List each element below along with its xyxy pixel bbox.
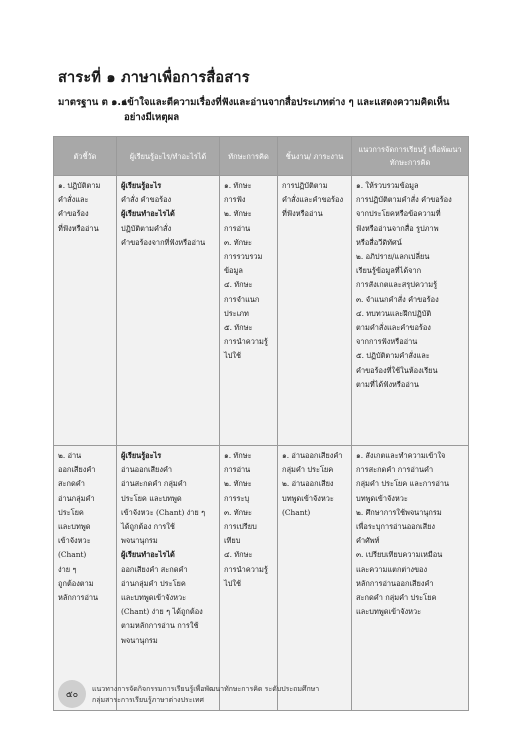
cell-line: สะกดคำ กลุ่มคำ ประโยค bbox=[356, 593, 437, 603]
cell-line: ๓. ทักษะ bbox=[224, 507, 252, 517]
tasks-cell bbox=[278, 176, 352, 446]
cell-line: (Chant) bbox=[282, 507, 311, 517]
approach-cell bbox=[352, 176, 469, 446]
cell-line: จากการฟังหรืออ่าน bbox=[356, 337, 418, 347]
cell-line: คำขอร้อง bbox=[58, 209, 89, 219]
learn-heading: ผู้เรียนรู้อะไร bbox=[121, 451, 162, 460]
cell-line: ๔. ทักษะ bbox=[224, 550, 253, 560]
cell-line: การนำความรู้ bbox=[224, 564, 268, 574]
cell-line: คำสั่งและ bbox=[58, 195, 89, 205]
table-row bbox=[54, 176, 469, 446]
learning-cell bbox=[117, 176, 220, 446]
cell-line: และบทพูด bbox=[58, 522, 91, 532]
approach-cell bbox=[352, 446, 469, 711]
cell-line: ที่ฟังหรืออ่าน bbox=[58, 223, 99, 233]
cell-line: การปฏิบัติตาม bbox=[282, 181, 328, 190]
learn-lines bbox=[121, 463, 215, 548]
cell-line: กลุ่มคำ ประโยค และการอ่าน bbox=[356, 479, 450, 489]
learn-heading: ผู้เรียนรู้อะไร bbox=[121, 181, 162, 190]
cell-line: ฟังหรืออ่านจากสื่อ รูปภาพ bbox=[356, 223, 439, 233]
cell-line: ได้ถูกต้อง การใช้ bbox=[121, 522, 175, 532]
cell-line: ๑. ปฏิบัติตาม bbox=[58, 181, 101, 190]
cell-line: ๑. สังเกตและทำความเข้าใจ bbox=[356, 451, 446, 460]
cell-line: ไปใช้ bbox=[224, 351, 242, 361]
cell-line: ข้อมูล bbox=[224, 266, 243, 276]
cell-line: ๓. จำแนกคำสั่ง คำขอร้อง bbox=[356, 294, 439, 304]
cell-line: เพื่อระบุการอ่านออกเสียง bbox=[356, 522, 436, 532]
cell-line: ๒. อ่าน bbox=[58, 451, 82, 460]
do-lines bbox=[121, 222, 215, 250]
cell-line: และบทพูดเข้าจังหวะ bbox=[121, 593, 187, 603]
cell-line: ๑. ทักษะ bbox=[224, 181, 252, 190]
cell-line: อ่านกลุ่มคำ bbox=[58, 493, 95, 503]
learning-table bbox=[53, 136, 469, 711]
cell-line: ออกเสียงคำ สะกดคำ bbox=[121, 564, 188, 574]
do-heading: ผู้เรียนทำอะไรได้ bbox=[121, 209, 175, 219]
standard-text: เข้าใจและตีความเรื่องที่ฟังและอ่านจากสื่อประเภทต่าง ๆ และแสดงความคิดเห็นอย่างมีเหตุผล bbox=[124, 97, 450, 123]
cell-line: ปฏิบัติตามคำสั่ง bbox=[121, 223, 172, 233]
cell-line: และบทพูดเข้าจังหวะ bbox=[356, 607, 422, 617]
cell-line: (Chant) ง่าย ๆ ได้ถูกต้อง bbox=[121, 607, 203, 617]
cell-line: คำสั่ง คำขอร้อง bbox=[121, 195, 172, 205]
skills-cell bbox=[220, 176, 278, 446]
cell-line: กลุ่มคำ ประโยค bbox=[282, 465, 334, 475]
cell-line: ๒. ทักษะ bbox=[224, 479, 252, 489]
cell-line: ตามที่ได้ฟังหรืออ่าน bbox=[356, 379, 419, 389]
cell-line: พจนานุกรม bbox=[121, 635, 158, 645]
table-header-row bbox=[54, 137, 469, 176]
cell-line: เรียนรู้ข้อมูลที่ได้จาก bbox=[356, 266, 422, 276]
cell-line: บทพูดเข้าจังหวะ bbox=[282, 493, 334, 503]
cell-line: ไปใช้ bbox=[224, 578, 242, 588]
cell-line: การอ่าน bbox=[224, 465, 251, 475]
cell-line: ๔. ทักษะ bbox=[224, 280, 253, 290]
do-heading: ผู้เรียนทำอะไรได้ bbox=[121, 550, 175, 560]
cell-line: ๕. ทักษะ bbox=[224, 323, 253, 333]
tasks-cell bbox=[278, 446, 352, 711]
cell-line: ตามหลักการอ่าน การใช้ bbox=[121, 621, 199, 631]
cell-line: ๒. ศึกษาการใช้พจนานุกรม bbox=[356, 507, 442, 517]
cell-line: อ่านสะกดคำ กลุ่มคำ bbox=[121, 479, 187, 489]
indicator-cell bbox=[54, 446, 117, 711]
footer-line-2: กลุ่มสาระการเรียนรู้ภาษาต่างประเทศ bbox=[92, 696, 204, 704]
cell-line: คำศัพท์ bbox=[356, 536, 380, 546]
cell-line: การสะกดคำ การอ่านคำ bbox=[356, 465, 434, 475]
cell-line: การเปรียบเทียบ bbox=[224, 522, 257, 546]
cell-line: การรวบรวม bbox=[224, 252, 263, 262]
cell-line: เข้าจังหวะ bbox=[58, 536, 91, 546]
header-indicator: ตัวชี้วัด bbox=[54, 137, 117, 176]
cell-line: ๒. ทักษะ bbox=[224, 209, 252, 219]
cell-line: ๒. อภิปราย/แลกเปลี่ยน bbox=[356, 252, 430, 262]
cell-line: ออกเสียงคำ bbox=[58, 465, 96, 475]
header-tasks: ชิ้นงาน/ ภาระงาน bbox=[278, 137, 352, 176]
cell-line: การจำแนก bbox=[224, 294, 260, 304]
cell-line: ๓. เปรียบเทียบความเหมือน bbox=[356, 550, 443, 560]
indicator-cell bbox=[54, 176, 117, 446]
cell-line: ประโยค bbox=[58, 507, 84, 517]
skills-cell bbox=[220, 446, 278, 711]
table-row bbox=[54, 446, 469, 711]
cell-line: ๑. ทักษะ bbox=[224, 451, 252, 460]
cell-line: (Chant) bbox=[58, 550, 87, 560]
cell-line: ประเภท bbox=[224, 308, 249, 318]
cell-line: อ่านกลุ่มคำ ประโยค bbox=[121, 578, 186, 588]
cell-line: การฟัง bbox=[224, 195, 246, 205]
cell-line: ๑. ให้รวบรวมข้อมูล bbox=[356, 181, 419, 190]
cell-line: ที่ฟังหรืออ่าน bbox=[282, 209, 323, 219]
cell-line: คำสั่งและคำขอร้อง bbox=[282, 195, 344, 205]
cell-line: การสังเกตและสรุปความรู้ bbox=[356, 280, 438, 290]
cell-line: หรือสื่อวีดิทัศน์ bbox=[356, 237, 402, 247]
cell-line: คำขอร้องที่ใช้ในห้องเรียน bbox=[356, 365, 438, 375]
header-skills: ทักษะการคิด bbox=[220, 137, 278, 176]
cell-line: หลักการอ่าน bbox=[58, 593, 99, 603]
footer-text bbox=[92, 684, 452, 706]
cell-line: เข้าจังหวะ (Chant) ง่าย ๆ bbox=[121, 507, 206, 517]
cell-line: ๔. ทบทวนและฝึกปฏิบัติ bbox=[356, 308, 432, 318]
learning-cell bbox=[117, 446, 220, 711]
cell-line: ๓. ทักษะ bbox=[224, 237, 252, 247]
cell-line: การปฏิบัติตามคำสั่ง คำขอร้อง bbox=[356, 195, 452, 205]
cell-line: บทพูดเข้าจังหวะ bbox=[356, 493, 408, 503]
cell-line: ถูกต้องตาม bbox=[58, 578, 94, 588]
cell-line: การนำความรู้ bbox=[224, 337, 268, 347]
cell-line: คำขอร้องจากที่ฟังหรืออ่าน bbox=[121, 237, 206, 247]
cell-line: ๑. อ่านออกเสียงคำ bbox=[282, 451, 343, 460]
learn-lines bbox=[121, 193, 215, 207]
header-approach: แนวการจัดการเรียนรู้ เพื่อพัฒนาทักษะการคิด bbox=[352, 137, 469, 176]
page-title: สาระที่ ๑ ภาษาเพื่อการสื่อสาร bbox=[58, 70, 250, 86]
cell-line: พจนานุกรม bbox=[121, 536, 158, 546]
cell-line: ประโยค และบทพูด bbox=[121, 493, 182, 503]
do-lines bbox=[121, 563, 215, 648]
header-learning: ผู้เรียนรู้อะไร/ทำอะไรได้ bbox=[117, 137, 220, 176]
cell-line: การอ่าน bbox=[224, 223, 251, 233]
cell-line: และความแตกต่างของ bbox=[356, 564, 428, 574]
page-number: ๕๐ bbox=[58, 680, 86, 708]
cell-line: ๒. อ่านออกเสียง bbox=[282, 479, 334, 489]
cell-line: ๕. ปฏิบัติตามคำสั่งและ bbox=[356, 351, 430, 361]
cell-line: สะกดคำ bbox=[58, 479, 85, 489]
cell-line: อ่านออกเสียงคำ bbox=[121, 465, 173, 475]
standard-code: มาตรฐาน ต ๑.๑ bbox=[58, 97, 128, 108]
cell-line: ง่าย ๆ bbox=[58, 564, 77, 574]
footer-line-1: แนวทางการจัดกิจกรรมการเรียนรู้เพื่อพัฒนาทักษะการคิด ระดับประถมศึกษา bbox=[92, 685, 320, 693]
cell-line: ตามคำสั่งและคำขอร้อง bbox=[356, 323, 431, 333]
cell-line: จากประโยคหรือข้อความที่ bbox=[356, 209, 441, 219]
cell-line: หลักการอ่านออกเสียงคำ bbox=[356, 578, 434, 588]
cell-line: การระบุ bbox=[224, 493, 250, 503]
